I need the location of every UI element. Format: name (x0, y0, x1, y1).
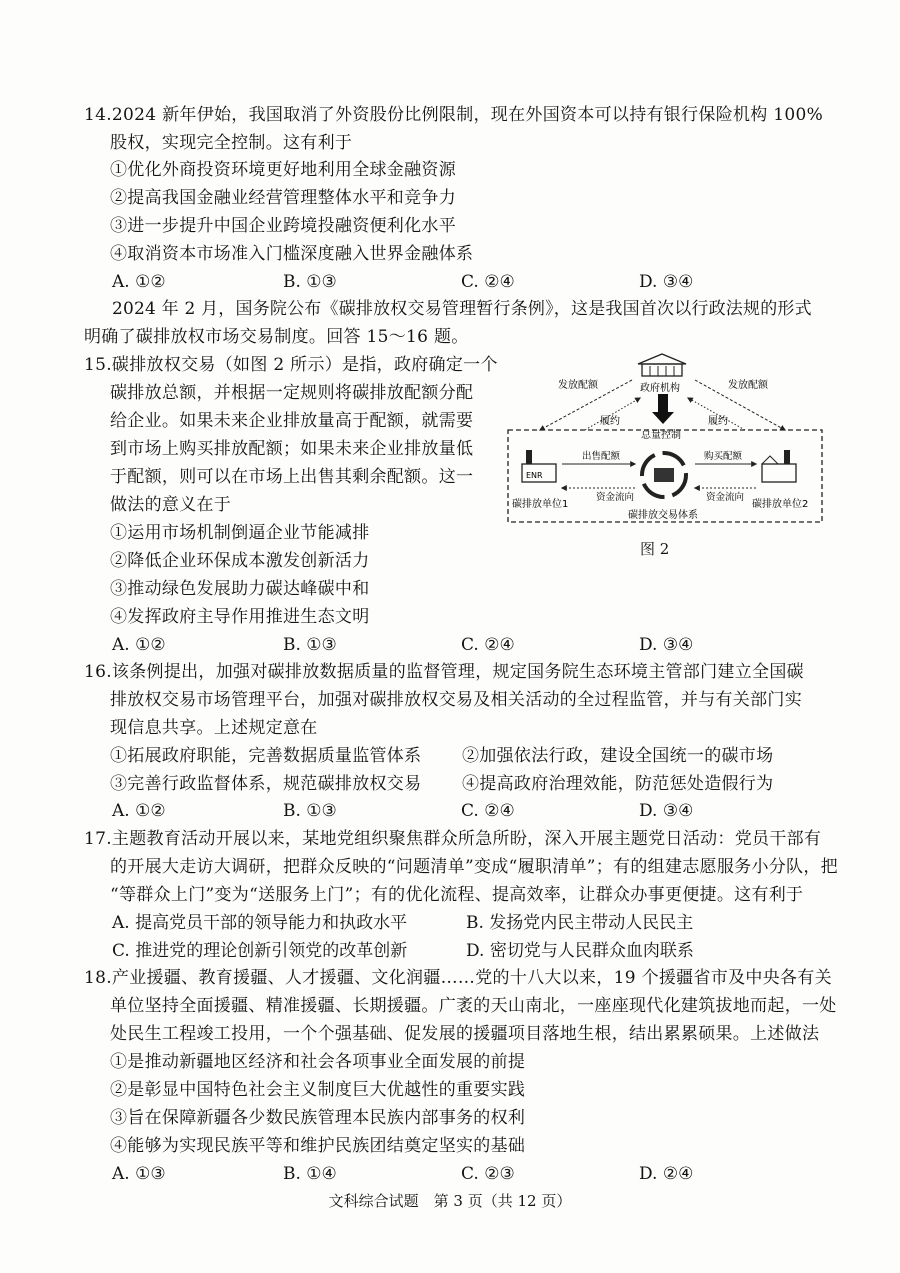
q15-choice-2: ②降低企业环保成本激发创新活力 (110, 551, 370, 571)
right-comply-label: 履约 (708, 416, 728, 427)
government-building-icon (638, 354, 686, 376)
q14-stem-line-1: 14.2024 新年伊始，我国取消了外资股份比例限制，现在外国资本可以持有银行保险机构 100% (84, 105, 824, 125)
intro-line-1: 2024 年 2 月，国务院公布《碳排放权交易管理暂行条例》，这是我国首次以行政法规的形式 (112, 299, 812, 319)
q18-choice-4: ④能够为实现民族平等和维护民族团结奠定坚实的基础 (110, 1136, 526, 1156)
factory-icon-unit1 (522, 450, 556, 482)
q17-stem-line-3: “等群众上门”变为“送服务上门”；有的优化流程、提高效率，让群众办事更便捷。这有利于 (110, 885, 804, 905)
left-quota-label: 发放配额 (558, 380, 598, 391)
fund-flow-right-label: 资金流向 (706, 492, 745, 503)
q14-choice-2: ②提高我国金融业经营管理整体水平和竞争力 (110, 188, 456, 208)
q14-choice-4: ④取消资本市场准入门槛深度融入世界金融体系 (110, 244, 474, 264)
intro-line-2: 明确了碳排放权市场交易制度。回答 15～16 题。 (84, 327, 469, 347)
total-control-label: 总量控制 (641, 430, 681, 441)
q15-stem-line-3: 给企业。如果未来企业排放量高于配额，就需要 (110, 411, 474, 431)
q14-option-c: C. ②④ (461, 272, 515, 292)
q16-stem-line-2: 排放权交易市场管理平台，加强对碳排放权交易及相关活动的全过程监管，并与有关部门实 (110, 690, 802, 710)
q17-stem-line-1: 17.主题教育活动开展以来，某地党组织聚焦群众所急所盼，深入开展主题党日活动：党员干部有 (84, 829, 822, 849)
q15-option-c: C. ②④ (461, 635, 515, 655)
q15-stem-line-1: 15.碳排放权交易（如图 2 所示）是指，政府确定一个 (84, 355, 498, 375)
q17-option-b: B. 发扬党内民主带动人民民主 (466, 913, 694, 933)
q17-stem-line-2: 的开展大走访大调研，把群众反映的“问题清单”变成“履职清单”；有的组建志愿服务小分队，把 (110, 857, 838, 877)
figure-2-carbon-trading-diagram (500, 350, 830, 530)
q17-option-d: D. 密切党与人民群众血肉联系 (466, 941, 694, 961)
q16-option-b: B. ①③ (283, 801, 337, 821)
q15-choice-4: ④发挥政府主导作用推进生态文明 (110, 607, 370, 627)
fund-flow-left-label: 资金流向 (596, 492, 635, 503)
q16-choice-1: ①拓展政府职能，完善数据质量监管体系 (110, 746, 422, 766)
q14-option-d: D. ③④ (639, 272, 694, 292)
system-label: 碳排放交易体系 (628, 510, 698, 521)
q16-choice-4: ④提高政府治理效能，防范惩处造假行为 (462, 774, 774, 794)
q18-option-c: C. ②③ (461, 1164, 515, 1184)
q16-choice-3: ③完善行政监督体系，规范碳排放权交易 (110, 774, 422, 794)
q15-option-a: A. ①② (112, 635, 166, 655)
factory-icon-unit2 (762, 450, 796, 482)
q17-option-c: C. 推进党的理论创新引领党的改革创新 (112, 941, 408, 961)
q15-option-d: D. ③④ (639, 635, 694, 655)
gov-label: 政府机构 (640, 383, 680, 394)
q15-stem-line-2: 碳排放总额，并根据一定规则将碳排放配额分配 (110, 383, 474, 403)
exchange-cycle-icon (642, 453, 686, 497)
q14-choice-3: ③进一步提升中国企业跨境投融资便利化水平 (110, 216, 456, 236)
q14-choice-1: ①优化外商投资环境更好地利用全球金融资源 (110, 160, 456, 180)
q18-option-d: D. ②④ (639, 1164, 694, 1184)
unit1-label: 碳排放单位1 (512, 499, 569, 510)
q18-option-b: B. ①④ (283, 1164, 337, 1184)
q14-option-a: A. ①② (112, 272, 166, 292)
q16-option-d: D. ③④ (639, 801, 694, 821)
q18-stem-line-1: 18.产业援疆、教育援疆、人才援疆、文化润疆……党的十八大以来，19 个援疆省市及中央各有关 (84, 968, 832, 988)
q18-option-a: A. ①③ (112, 1164, 166, 1184)
right-quota-label: 发放配额 (728, 380, 768, 391)
q18-choice-3: ③旨在保障新疆各少数民族管理本民族内部事务的权利 (110, 1108, 526, 1128)
q17-option-a: A. 提高党员干部的领导能力和执政水平 (112, 913, 408, 933)
q18-choice-2: ②是彰显中国特色社会主义制度巨大优越性的重要实践 (110, 1080, 526, 1100)
q15-choice-3: ③推动绿色发展助力碳达峰碳中和 (110, 579, 370, 599)
q14-option-b: B. ①③ (283, 272, 337, 292)
q16-choice-2: ②加强依法行政，建设全国统一的碳市场 (462, 746, 774, 766)
q15-stem-line-5: 于配额，则可以在市场上出售其剩余配额。这一 (110, 467, 474, 487)
buy-quota-label: 购买配额 (704, 451, 743, 462)
unit1-sign: ENR (526, 471, 543, 480)
sell-quota-label: 出售配额 (582, 451, 621, 462)
figure-caption: 图 2 (640, 540, 670, 558)
q16-stem-line-3: 现信息共享。上述规定意在 (110, 718, 318, 738)
q18-stem-line-2: 单位坚持全面援疆、精准援疆、长期援疆。广袤的天山南北，一座座现代化建筑拔地而起，一处 (110, 996, 837, 1016)
left-comply-label: 履约 (600, 416, 620, 427)
q14-stem-line-2: 股权，实现完全控制。这有利于 (110, 133, 353, 153)
q15-stem-line-4: 到市场上购买排放配额；如果未来企业排放量低 (110, 439, 474, 459)
q15-option-b: B. ①③ (283, 635, 337, 655)
page-footer: 文科综合试题 第 3 页（共 12 页） (328, 1192, 572, 1210)
q16-option-a: A. ①② (112, 801, 166, 821)
unit2-label: 碳排放单位2 (752, 499, 809, 510)
q16-stem-line-1: 16.该条例提出，加强对碳排放数据质量的监督管理，规定国务院生态环境主管部门建立全国碳 (84, 662, 804, 682)
q15-choice-1: ①运用市场机制倒逼企业节能减排 (110, 523, 370, 543)
q16-option-c: C. ②④ (461, 801, 515, 821)
q18-stem-line-3: 处民生工程竣工投用，一个个强基础、促发展的援疆项目落地生根，结出累累硕果。上述做法 (110, 1024, 820, 1044)
q18-choice-1: ①是推动新疆地区经济和社会各项事业全面发展的前提 (110, 1052, 526, 1072)
q15-stem-line-6: 做法的意义在于 (110, 495, 232, 515)
